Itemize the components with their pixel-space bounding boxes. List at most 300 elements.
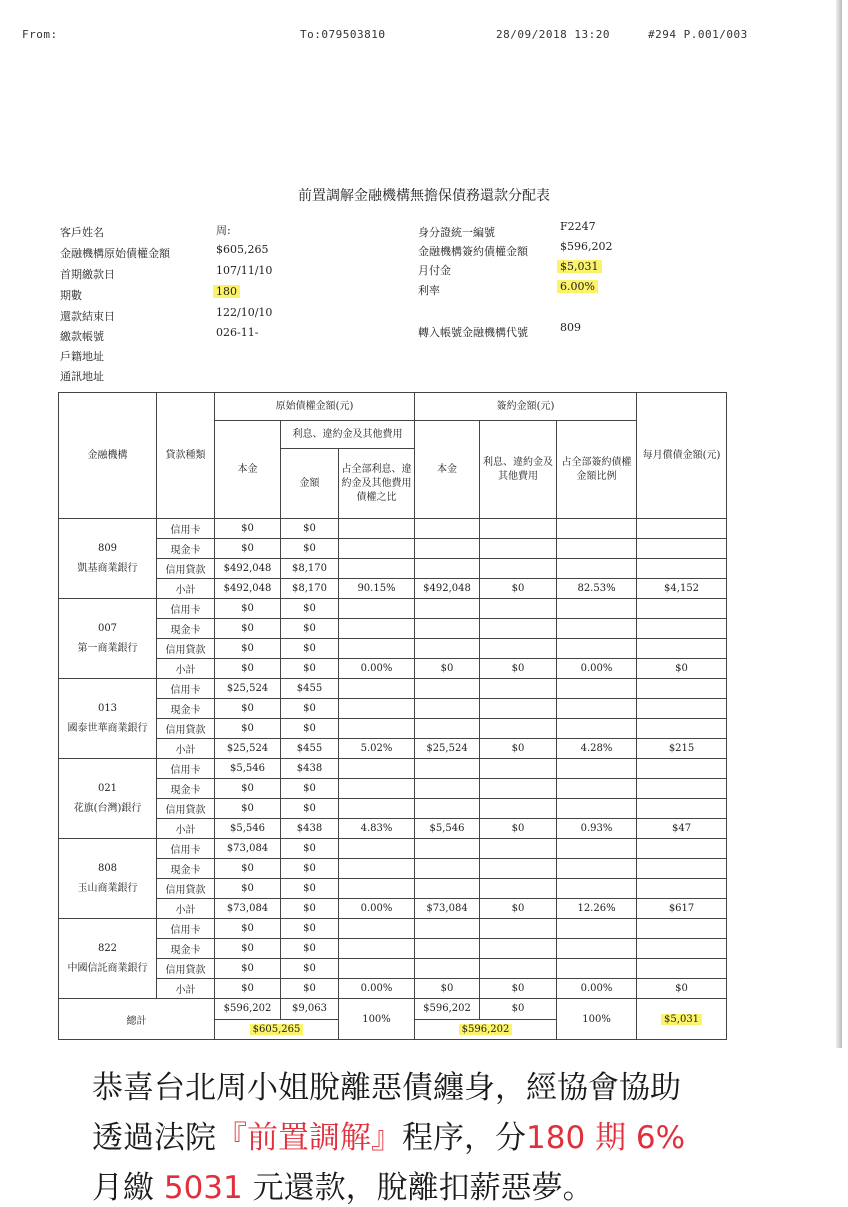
subtotal-label: 小計 [157,979,215,999]
total-original-sum [215,1019,339,1040]
subtotal-contract-interest: $0 [480,659,557,679]
info-value: 809 [560,321,581,334]
empty-cell [415,519,480,539]
subtotal-interest: $0 [281,899,339,919]
empty-cell [415,559,480,579]
subtotal-contract-ratio: 0.93% [557,819,637,839]
loan-type: 現金卡 [157,539,215,559]
header-contract-ratio: 占全部簽約債權金額比例 [557,421,637,519]
loan-type: 現金卡 [157,779,215,799]
loan-type: 信用卡 [157,839,215,859]
empty-cell [557,779,637,799]
subtotal-contract-ratio: 12.26% [557,899,637,919]
table-row [59,799,727,819]
subtotal-contract-interest: $0 [480,979,557,999]
empty-cell [637,619,727,639]
table-row [59,719,727,739]
empty-cell [637,679,727,699]
caption-highlight: 『前置調解』 [216,1120,402,1156]
empty-cell [339,759,415,779]
interest-value: $0 [281,519,339,539]
empty-cell [557,919,637,939]
empty-cell [339,879,415,899]
interest-value: $0 [281,539,339,559]
total-ratio: 100% [339,999,415,1040]
subtotal-row [59,659,727,679]
subtotal-contract-principal: $492,048 [415,579,480,599]
empty-cell [415,939,480,959]
total-principal: $596,202 [215,999,281,1020]
bank-code: 021 [97,782,118,794]
loan-type: 現金卡 [157,859,215,879]
caption-line-1: 恭喜台北周小姐脫離惡債纏身，經協會協助 [92,1070,681,1106]
subtotal-contract-ratio: 82.53% [557,579,637,599]
interest-value: $0 [281,859,339,879]
subtotal-contract-principal: $73,084 [415,899,480,919]
subtotal-interest: $0 [281,659,339,679]
subtotal-monthly: $215 [637,739,727,759]
empty-cell [637,839,727,859]
empty-cell [415,959,480,979]
empty-cell [415,599,480,619]
table-row [59,679,727,699]
empty-cell [480,919,557,939]
header-ratio: 占全部利息、違約金及其他費用債權之比 [339,449,415,519]
empty-cell [415,719,480,739]
loan-type: 信用卡 [157,679,215,699]
empty-cell [480,939,557,959]
total-original-sum-value: $605,265 [250,1024,304,1035]
empty-cell [480,779,557,799]
total-monthly [637,999,727,1040]
info-label: 戶籍地址 [60,350,104,363]
loan-type: 信用貸款 [157,559,215,579]
empty-cell [557,559,637,579]
table-row [59,539,727,559]
principal-value: $25,524 [215,679,281,699]
subtotal-label: 小計 [157,819,215,839]
subtotal-interest-ratio: 4.83% [339,819,415,839]
info-label: 還款結束日 [60,310,115,323]
empty-cell [415,619,480,639]
table-body [59,519,727,999]
bank-name: 第一商業銀行 [77,642,138,654]
subtotal-contract-ratio: 0.00% [557,979,637,999]
subtotal-label: 小計 [157,579,215,599]
subtotal-label: 小計 [157,659,215,679]
empty-cell [339,539,415,559]
info-value-highlight: $5,031 [557,260,602,273]
table-row [59,939,727,959]
empty-cell [637,959,727,979]
principal-value: $0 [215,639,281,659]
empty-cell [480,559,557,579]
interest-value: $0 [281,879,339,899]
empty-cell [480,599,557,619]
total-contract-sum-value: $596,202 [459,1024,513,1035]
table-row [59,639,727,659]
principal-value: $0 [215,519,281,539]
subtotal-contract-principal: $5,546 [415,819,480,839]
table-row [59,619,727,639]
header-principal: 本金 [215,421,281,519]
caption-highlight: 180 期 6% [526,1120,686,1156]
empty-cell [339,839,415,859]
empty-cell [480,859,557,879]
page-edge [836,0,842,1050]
loan-type: 信用貸款 [157,879,215,899]
info-label: 身分證統一編號 [418,226,495,239]
interest-value: $438 [281,759,339,779]
caption-line-3 [92,1162,594,1207]
info-value: $605,265 [216,243,269,256]
table-row [59,959,727,979]
empty-cell [339,779,415,799]
interest-value: $0 [281,699,339,719]
loan-type: 信用貸款 [157,719,215,739]
bank-code: 007 [97,622,118,634]
subtotal-monthly: $617 [637,899,727,919]
subtotal-interest: $8,170 [281,579,339,599]
info-label: 月付金 [418,264,451,277]
empty-cell [557,959,637,979]
table-row [59,919,727,939]
header-bank: 金融機構 [59,393,157,519]
total-contract-ratio: 100% [557,999,637,1040]
bank-cell [59,679,157,759]
bank-cell [59,839,157,919]
empty-cell [637,799,727,819]
subtotal-principal: $5,546 [215,819,281,839]
table-row [59,839,727,859]
subtotal-principal: $0 [215,979,281,999]
total-interest: $9,063 [281,999,339,1020]
empty-cell [557,639,637,659]
empty-cell [339,679,415,699]
header-contract-principal: 本金 [415,421,480,519]
interest-value: $455 [281,679,339,699]
bank-cell [59,519,157,599]
empty-cell [339,599,415,619]
subtotal-interest: $455 [281,739,339,759]
subtotal-interest: $438 [281,819,339,839]
empty-cell [480,879,557,899]
info-label: 轉入帳號金融機構代號 [418,326,528,339]
caption-banner [0,1048,848,1206]
subtotal-contract-principal: $0 [415,979,480,999]
info-label: 金融機構簽約債權金額 [418,245,528,258]
bank-code: 822 [97,942,118,954]
interest-value: $0 [281,599,339,619]
empty-cell [557,759,637,779]
interest-value: $0 [281,779,339,799]
empty-cell [557,699,637,719]
subtotal-interest-ratio: 5.02% [339,739,415,759]
principal-value: $0 [215,539,281,559]
empty-cell [415,639,480,659]
principal-value: $0 [215,959,281,979]
principal-value: $0 [215,779,281,799]
empty-cell [480,539,557,559]
interest-value: $0 [281,799,339,819]
subtotal-contract-interest: $0 [480,739,557,759]
empty-cell [415,699,480,719]
empty-cell [480,719,557,739]
document-title: 前置調解金融機構無擔保債務還款分配表 [298,188,550,204]
loan-type: 信用貸款 [157,799,215,819]
loan-type: 現金卡 [157,699,215,719]
subtotal-monthly: $4,152 [637,579,727,599]
bank-cell [59,599,157,679]
empty-cell [339,959,415,979]
empty-cell [415,859,480,879]
bank-name: 玉山商業銀行 [77,882,138,894]
repayment-table [58,392,727,1040]
loan-type: 信用卡 [157,599,215,619]
loan-type: 信用卡 [157,519,215,539]
empty-cell [557,719,637,739]
interest-value: $0 [281,919,339,939]
empty-cell [339,859,415,879]
bank-code: 809 [97,542,118,554]
fax-datetime: 28/09/2018 13:20 [496,28,610,41]
empty-cell [637,939,727,959]
empty-cell [339,519,415,539]
header-interest-group: 利息、違約金及其他費用 [281,421,415,449]
empty-cell [480,959,557,979]
empty-cell [637,699,727,719]
empty-cell [415,839,480,859]
loan-type: 信用貸款 [157,959,215,979]
empty-cell [557,599,637,619]
empty-cell [557,679,637,699]
bank-cell [59,759,157,839]
header-monthly: 每月償債金額(元) [637,393,727,519]
interest-value: $0 [281,719,339,739]
info-value: 107/11/10 [216,264,273,277]
fax-from: From: [22,28,58,41]
info-value: 026-11- [216,326,259,339]
header-amount: 金額 [281,449,339,519]
empty-cell [637,759,727,779]
subtotal-contract-principal: $25,524 [415,739,480,759]
empty-cell [557,519,637,539]
info-value: 周: [216,224,231,237]
principal-value: $0 [215,619,281,639]
empty-cell [557,619,637,639]
empty-cell [415,679,480,699]
interest-value: $0 [281,639,339,659]
caption-text: 透過法院 [92,1120,216,1156]
interest-value: $8,170 [281,559,339,579]
empty-cell [415,879,480,899]
table-row [59,599,727,619]
principal-value: $0 [215,859,281,879]
fax-page: #294 P.001/003 [648,28,748,41]
interest-value: $0 [281,939,339,959]
subtotal-contract-interest: $0 [480,819,557,839]
subtotal-monthly: $47 [637,819,727,839]
empty-cell [637,859,727,879]
empty-cell [415,779,480,799]
header-contract-interest: 利息、違約金及其他費用 [480,421,557,519]
principal-value: $0 [215,799,281,819]
principal-value: $5,546 [215,759,281,779]
caption-text: 元還款，脫離扣薪惡夢。 [252,1170,594,1206]
interest-value: $0 [281,959,339,979]
empty-cell [415,759,480,779]
table-row [59,559,727,579]
empty-cell [557,859,637,879]
subtotal-row [59,899,727,919]
subtotal-contract-ratio: 4.28% [557,739,637,759]
info-label: 客戶姓名 [60,226,104,239]
principal-value: $0 [215,879,281,899]
empty-cell [339,559,415,579]
loan-type: 信用貸款 [157,639,215,659]
subtotal-row [59,979,727,999]
info-value-highlight: 180 [213,285,240,298]
info-label: 金融機構原始債權金額 [60,247,170,260]
empty-cell [637,519,727,539]
principal-value: $0 [215,939,281,959]
caption-line-2 [92,1112,685,1157]
total-contract-sum [415,1019,557,1040]
loan-type: 現金卡 [157,619,215,639]
empty-cell [339,799,415,819]
subtotal-monthly: $0 [637,659,727,679]
empty-cell [339,619,415,639]
info-label: 利率 [418,284,440,297]
bank-name: 中國信託商業銀行 [67,962,148,974]
header-contract: 簽約金額(元) [415,393,637,421]
info-value: 122/10/10 [216,306,273,319]
empty-cell [339,699,415,719]
principal-value: $73,084 [215,839,281,859]
subtotal-contract-interest: $0 [480,579,557,599]
caption-text: 程序，分 [402,1120,526,1156]
subtotal-row [59,739,727,759]
info-label: 首期繳款日 [60,268,115,281]
subtotal-row [59,819,727,839]
empty-cell [637,879,727,899]
loan-type: 信用卡 [157,759,215,779]
principal-value: $492,048 [215,559,281,579]
empty-cell [557,799,637,819]
subtotal-monthly: $0 [637,979,727,999]
caption-highlight: 5031 [163,1170,243,1206]
loan-type: 現金卡 [157,939,215,959]
bank-code: 013 [97,702,118,714]
empty-cell [339,919,415,939]
empty-cell [557,839,637,859]
table-row [59,879,727,899]
empty-cell [637,639,727,659]
principal-value: $0 [215,599,281,619]
subtotal-interest-ratio: 0.00% [339,659,415,679]
subtotal-contract-ratio: 0.00% [557,659,637,679]
total-monthly-value: $5,031 [661,1014,702,1025]
empty-cell [480,839,557,859]
interest-value: $0 [281,839,339,859]
empty-cell [415,539,480,559]
info-label: 繳款帳號 [60,330,104,343]
info-value: F2247 [560,220,596,233]
loan-type: 信用卡 [157,919,215,939]
bank-cell [59,919,157,999]
info-value-highlight: 6.00% [557,280,598,293]
empty-cell [637,539,727,559]
subtotal-label: 小計 [157,899,215,919]
total-contract-interest: $0 [480,999,557,1020]
subtotal-principal: $73,084 [215,899,281,919]
bank-name: 國泰世華商業銀行 [67,722,148,734]
empty-cell [557,879,637,899]
subtotal-interest-ratio: 90.15% [339,579,415,599]
caption-text: 月繳 [92,1170,154,1206]
bank-name: 花旗(台灣)銀行 [73,802,142,814]
subtotal-interest-ratio: 0.00% [339,979,415,999]
header-original: 原始債權金額(元) [215,393,415,421]
subtotal-interest: $0 [281,979,339,999]
principal-value: $0 [215,719,281,739]
empty-cell [415,919,480,939]
subtotal-principal: $25,524 [215,739,281,759]
fax-to: To:07950381Θ [300,28,386,41]
empty-cell [480,619,557,639]
empty-cell [637,919,727,939]
subtotal-principal: $492,048 [215,579,281,599]
info-value: $596,202 [560,240,613,253]
info-label: 期數 [60,289,82,302]
empty-cell [480,759,557,779]
empty-cell [339,939,415,959]
header-loan-type: 貸款種類 [157,393,215,519]
table-row [59,699,727,719]
subtotal-contract-principal: $0 [415,659,480,679]
empty-cell [557,539,637,559]
info-label: 通訊地址 [60,370,104,383]
subtotal-label: 小計 [157,739,215,759]
empty-cell [480,799,557,819]
empty-cell [480,699,557,719]
subtotal-interest-ratio: 0.00% [339,899,415,919]
table-row [59,519,727,539]
empty-cell [557,939,637,959]
bank-name: 凱基商業銀行 [77,562,138,574]
empty-cell [637,599,727,619]
empty-cell [637,779,727,799]
principal-value: $0 [215,699,281,719]
total-label: 總計 [59,999,215,1040]
table-row [59,759,727,779]
table-row [59,859,727,879]
subtotal-row [59,579,727,599]
empty-cell [637,559,727,579]
empty-cell [339,719,415,739]
interest-value: $0 [281,619,339,639]
table-row [59,779,727,799]
empty-cell [480,519,557,539]
empty-cell [480,679,557,699]
empty-cell [480,639,557,659]
bank-code: 808 [97,862,118,874]
empty-cell [637,719,727,739]
principal-value: $0 [215,919,281,939]
empty-cell [339,639,415,659]
empty-cell [415,799,480,819]
subtotal-principal: $0 [215,659,281,679]
